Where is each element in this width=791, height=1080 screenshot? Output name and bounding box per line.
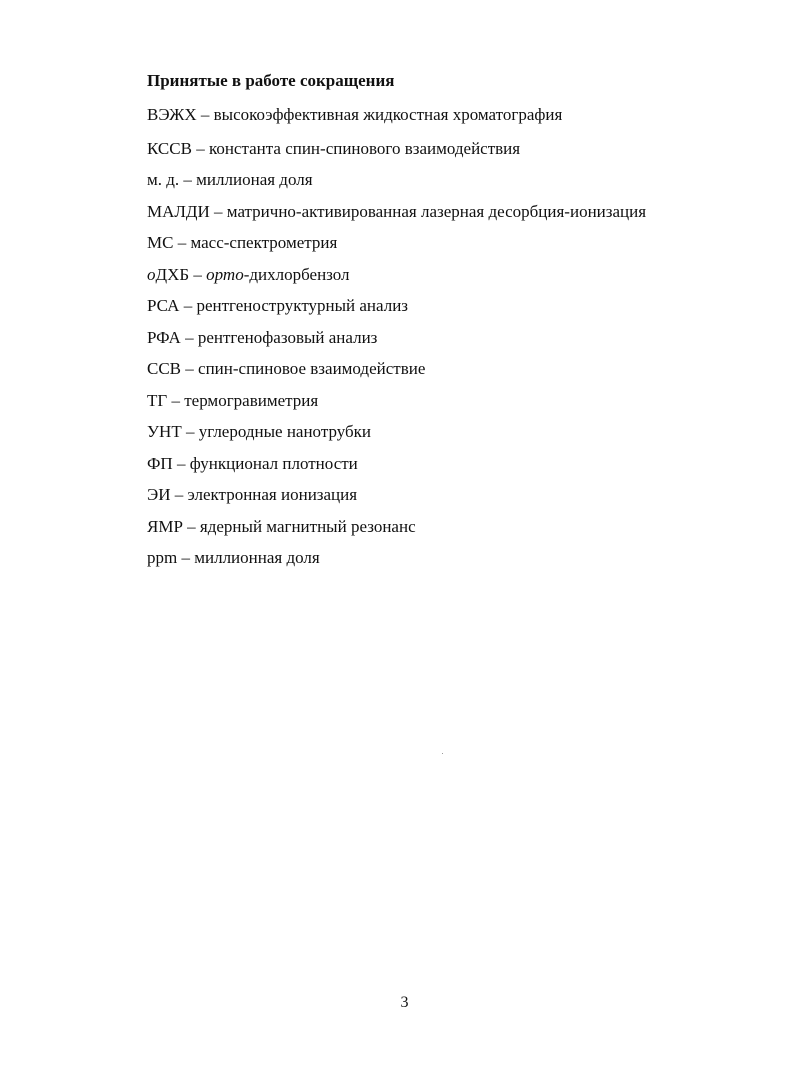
abbreviation-term: ЭИ: [147, 485, 171, 504]
abbreviation-term: ppm: [147, 548, 178, 567]
scan-speck: [442, 753, 443, 754]
abbreviation-definition: миллионая доля: [196, 170, 313, 189]
abbreviation-dash: –: [181, 422, 199, 441]
abbreviation-definition: высокоэффективная жидкостная хроматография: [213, 105, 563, 124]
abbreviation-term: РФА: [147, 327, 181, 347]
abbreviation-dash: –: [196, 105, 214, 124]
abbreviation-list: [147, 105, 646, 580]
abbreviation-term: КССВ: [147, 139, 192, 158]
list-item: [147, 265, 646, 285]
abbreviation-definition: электронная ионизация: [187, 485, 358, 504]
abbreviation-dash: –: [172, 453, 190, 473]
abbreviation-term-italic-prefix: о: [147, 264, 156, 284]
list-item: [147, 391, 646, 411]
abbreviation-term: МС: [147, 233, 174, 252]
list-item: [147, 202, 646, 222]
abbreviation-dash: –: [181, 359, 199, 378]
list-item: [147, 170, 646, 190]
list-item: [147, 139, 646, 159]
abbreviation-definition: матрично-активированная лазерная десорбция-ионизация: [226, 201, 647, 221]
abbreviation-term: ТГ: [147, 390, 168, 410]
abbreviation-dash: –: [179, 296, 197, 315]
abbreviation-definition-italic-prefix: орто: [206, 264, 244, 284]
abbreviation-definition: функционал плотности: [189, 453, 358, 473]
abbreviation-dash: –: [180, 327, 198, 347]
abbreviation-definition: ядерный магнитный резонанс: [199, 516, 416, 536]
abbreviation-definition: рентгеноструктурный анализ: [196, 296, 409, 315]
abbreviation-term: УНТ: [147, 422, 182, 441]
list-item: [147, 485, 646, 505]
abbreviation-term: РСА: [147, 296, 180, 315]
abbreviation-term: ФП: [147, 453, 173, 473]
list-item: [147, 422, 646, 442]
abbreviation-definition: спин-спиновое взаимодействие: [198, 359, 426, 378]
abbreviation-dash: –: [177, 548, 195, 567]
list-item: [147, 359, 646, 379]
abbreviation-dash: –: [182, 516, 200, 536]
list-item: [147, 105, 646, 125]
abbreviation-definition: масс-спектрометрия: [190, 233, 338, 252]
abbreviation-term: ВЭЖХ: [147, 105, 197, 124]
page-number: 3: [400, 994, 409, 1011]
abbreviation-definition: -дихлорбензол: [243, 264, 350, 284]
abbreviation-term: МАЛДИ: [147, 201, 210, 221]
list-item: [147, 548, 646, 568]
abbreviation-dash: –: [189, 264, 207, 284]
list-item: [147, 517, 646, 537]
abbreviation-term: ССВ: [147, 359, 182, 378]
abbreviation-definition: термогравиметрия: [184, 390, 319, 410]
list-item: [147, 454, 646, 474]
abbreviation-term: ЯМР: [147, 516, 183, 536]
abbreviation-dash: –: [170, 485, 188, 504]
abbreviation-definition: константа спин-спинового взаимодействия: [208, 139, 521, 158]
abbreviation-dash: –: [191, 139, 209, 158]
page-heading: Принятые в работе сокращения: [147, 71, 395, 90]
abbreviation-definition: углеродные нанотрубки: [198, 422, 372, 441]
abbreviation-dash: –: [209, 201, 227, 221]
abbreviation-term: м. д.: [147, 170, 180, 189]
list-item: [147, 296, 646, 316]
abbreviation-term: ДХБ: [155, 264, 190, 284]
list-item: [147, 328, 646, 348]
abbreviation-definition: рентгенофазовый анализ: [197, 327, 378, 347]
abbreviation-dash: –: [173, 233, 191, 252]
list-item: [147, 233, 646, 253]
abbreviation-dash: –: [179, 170, 197, 189]
abbreviation-dash: –: [167, 390, 185, 410]
abbreviation-definition: миллионная доля: [194, 548, 320, 567]
